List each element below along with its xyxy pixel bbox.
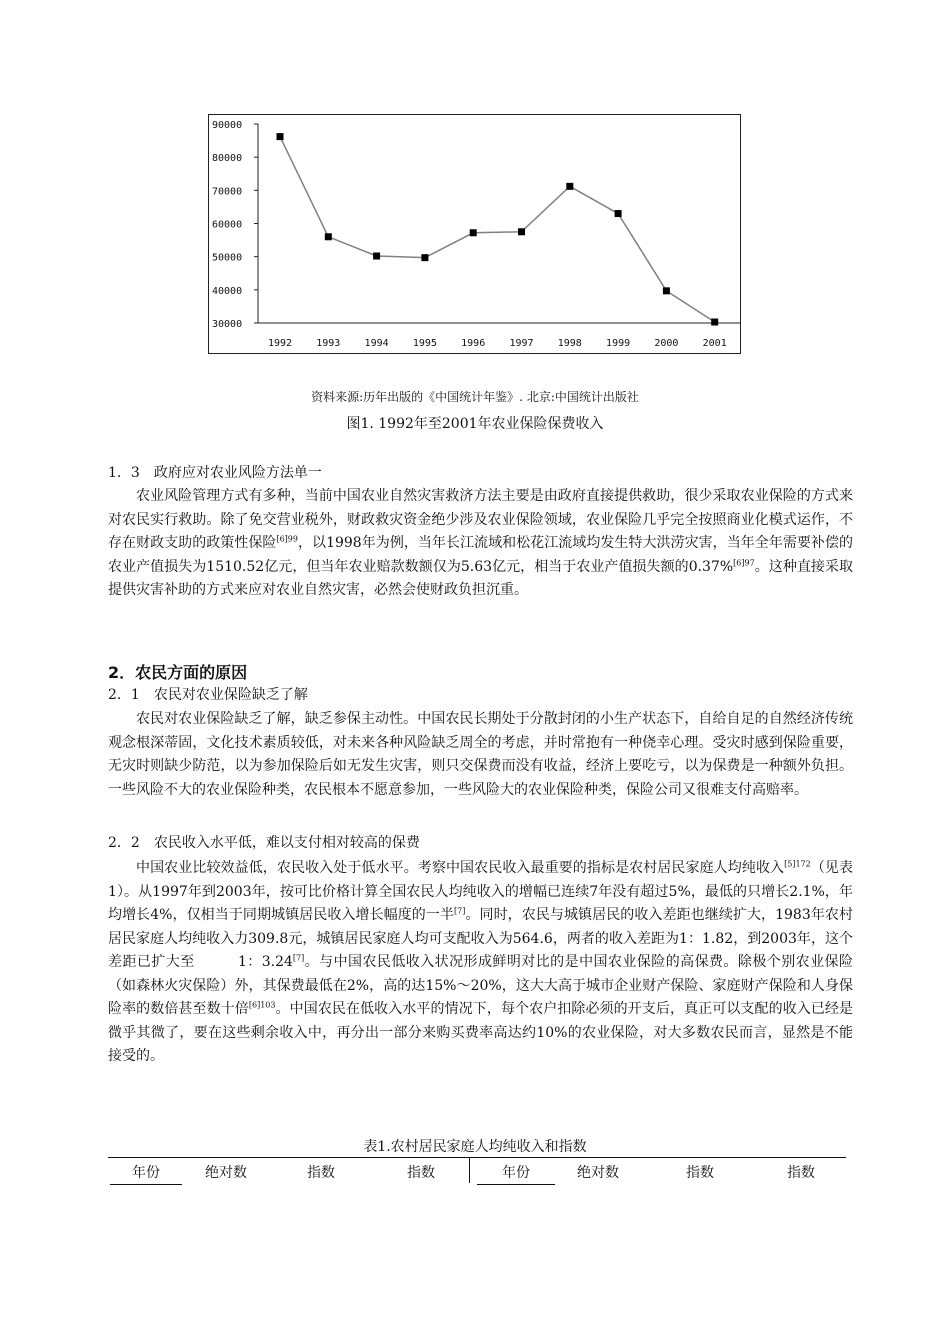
data-point (711, 319, 718, 326)
table-header-year: 年份 (110, 1162, 182, 1185)
table-header-index: 指数 (787, 1165, 815, 1181)
x-tick-label: 1993 (316, 338, 341, 349)
citation: [6]97 (733, 557, 755, 567)
series-line (280, 137, 715, 322)
y-tick-label: 50000 (212, 252, 243, 264)
table-title: 表1.农村居民家庭人均纯收入和指数 (363, 1139, 587, 1155)
section-1-3-paragraph (108, 485, 853, 603)
x-tick-label: 1995 (412, 338, 437, 349)
x-tick-label: 1996 (461, 338, 486, 349)
data-point (421, 254, 428, 261)
paragraph-text: （见表1）。从1997年到2003年，按可比价格计算全国农民人均纯收入的增幅已连续7年没有超过5%，最低的只增长2.1%，年均增长4%，仅相当于同期城镇居民收入增长幅度的一半 (108, 860, 854, 923)
citation: [6]103 (248, 1000, 276, 1010)
paragraph-text: 农业风险管理方式有多种，当前中国农业自然灾害救济方法主要是由政府直接提供救助，很少采取农业保险的方式来对农民实行救助。除了免交营业税外，财政救灾资金绝少涉及农业保险领域，农业保险几乎完全按照商业化模式运作，不存在财政支助的政策性保险 (108, 488, 853, 551)
table-top-rule (108, 1157, 846, 1158)
section-2-2-paragraph (108, 857, 853, 1069)
paragraph-text: 。与中国农民低收入状况形成鲜明对比的是中国农业保险的高保费。除极个别农业保险（如森林火灾保险）外，其保费最低在2%，高的达15%～20%，这大大高于城市企业财产保险、家庭财产保险和人身保险率的数倍甚至数十倍 (108, 954, 853, 1017)
data-point (566, 183, 573, 190)
y-tick-label: 30000 (212, 319, 243, 330)
data-point (518, 228, 525, 235)
x-tick-label: 2000 (654, 338, 679, 349)
x-tick-label: 2001 (702, 338, 727, 349)
data-point (325, 233, 332, 240)
table-header-index: 指数 (407, 1165, 435, 1181)
citation: [6]99 (276, 534, 298, 544)
y-tick-label: 40000 (212, 285, 243, 297)
section-2-1-heading: 2．1 农民对农业保险缺乏了解 (108, 687, 308, 703)
x-tick-label: 1999 (606, 338, 631, 349)
data-point (615, 210, 622, 217)
table-header-absolute: 绝对数 (577, 1165, 619, 1181)
citation: [5]172 (784, 859, 811, 869)
y-tick-label: 60000 (212, 219, 243, 231)
x-tick-label: 1997 (509, 338, 534, 349)
section-1-3-heading: 1．3 政府应对农业风险方法单一 (108, 465, 322, 481)
section-2-heading: 2．农民方面的原因 (108, 663, 248, 682)
data-point (470, 229, 477, 236)
data-point (663, 287, 670, 294)
x-tick-label: 1994 (364, 338, 389, 349)
table-header-year: 年份 (477, 1162, 555, 1185)
x-tick-label: 1998 (557, 338, 582, 349)
x-tick-label: 1992 (267, 338, 293, 349)
table-header-absolute: 绝对数 (205, 1165, 247, 1181)
paragraph-text: ，以1998年为例，当年长江流域和松花江流域均发生特大洪涝灾害，当年全年需要补偿的农业产值损失为1510.52亿元，但当年农业赔款数额仅为5.63亿元，相当于农业产值损失额的0.37% (108, 535, 853, 575)
paragraph-text: 。这种直接采取提供灾害补助的方式来应对农业自然灾害，必然会使财政负担沉重。 (108, 558, 853, 598)
figure-caption: 图1. 1992年至2001年农业保险保费收入 (346, 416, 604, 432)
y-tick-label: 80000 (212, 153, 243, 165)
table-header-index: 指数 (307, 1165, 335, 1181)
table-header-index: 指数 (686, 1165, 714, 1181)
table-divider (469, 1158, 470, 1183)
section-2-2-heading: 2．2 农民收入水平低，难以支付相对较高的保费 (108, 835, 420, 851)
paragraph-text: 。中国农民在低收入水平的情况下，每个农户扣除必须的开支后，真正可以支配的收入已经是微乎其微了，要在这些剩余收入中，再分出一部分来购买费率高达约10%的农业保险，对大多数农民而言，显然是不能接受的。 (108, 1001, 854, 1064)
section-2-1-paragraph: 农民对农业保险缺乏了解，缺乏参保主动性。中国农民长期处于分散封闭的小生产状态下，自给自足的自然经济传统观念根深蒂固，文化技术素质较低，对未来各种风险缺乏周全的考虑，并时常抱有一种侥幸心理。受灾时感到保险重要，无灾时则缺少防范，以为参加保险后如无发生灾害，则只交保费而没有收益，经济上要吃亏，以为保费是一种额外负担。一些风险不大的农业保险种类，农民根本不愿意参加，一些风险大的农业保险种类，保险公司又很难支付高赔率。 (108, 711, 853, 798)
citation: [7] (454, 906, 466, 916)
y-tick-label: 70000 (212, 186, 243, 198)
chart-canvas (209, 115, 742, 355)
citation: [7] (292, 953, 305, 963)
paragraph-text: 中国农业比较效益低，农民收入处于低水平。考察中国农民收入最重要的指标是农村居民家庭人均纯收入 (136, 860, 785, 876)
paragraph-text: 。同时，农民与城镇居民的收入差距也继续扩大，1983年农村居民家庭人均纯收入力309.8元，城镇居民家庭人均可支配收入为564.6，两者的收入差距为1：1.82，到2003年，这个差距已扩大至 1：3.24 (108, 907, 853, 970)
y-tick-label: 90000 (212, 120, 243, 131)
data-point (277, 133, 284, 140)
line-chart (208, 114, 741, 354)
figure-source: 资料来源:历年出版的《中国统计年鉴》. 北京:中国统计出版社 (311, 390, 639, 404)
data-point (373, 253, 380, 260)
